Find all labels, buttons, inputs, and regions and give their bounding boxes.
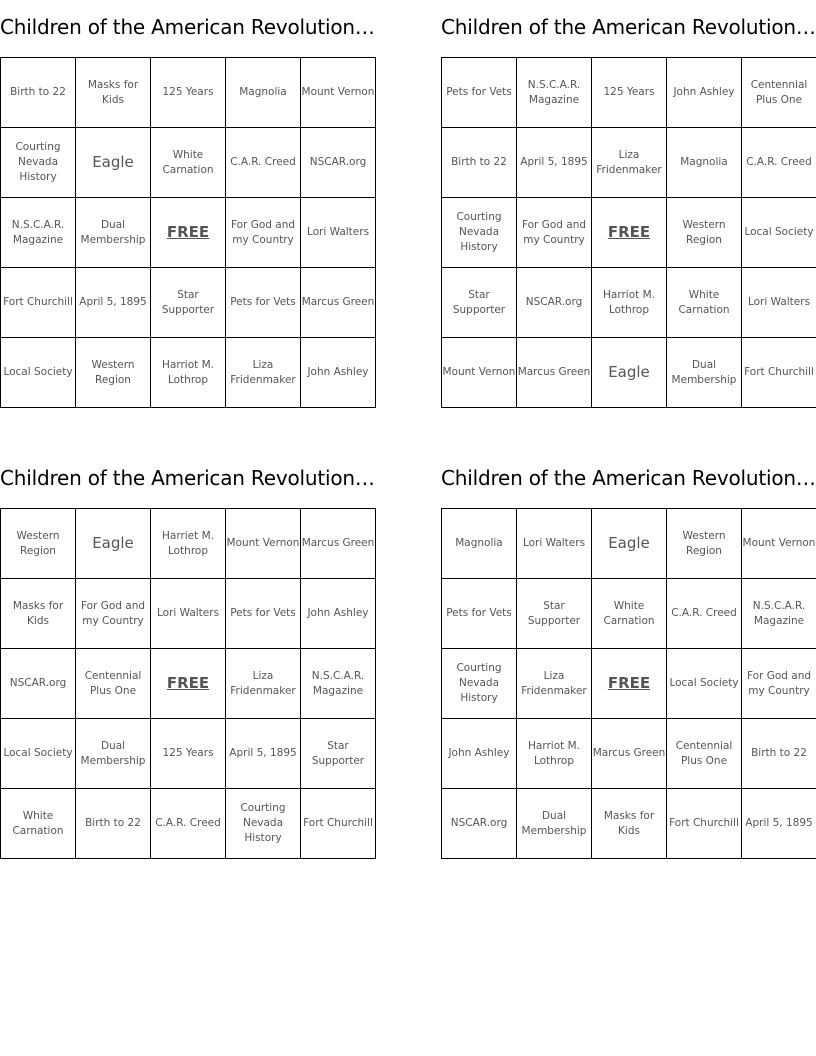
grid-row [442,649,816,719]
bingo-cell: Centennial Plus One [76,649,151,719]
bingo-cell: Birth to 22 [76,789,151,859]
bingo-cell: 125 Years [151,719,226,789]
grid-row [1,649,376,719]
bingo-cell: Mount Vernon [226,509,301,579]
bingo-cell: For God and my Country [226,198,301,268]
bingo-cell: Western Region [667,198,742,268]
bingo-cell: Local Society [1,338,76,408]
bingo-cell: Lori Walters [151,579,226,649]
bingo-cell: Marcus Green [301,509,376,579]
card-title: Children of the American Revolution… [441,466,816,490]
bingo-cell: Lori Walters [517,509,592,579]
bingo-grid [0,57,376,408]
bingo-cell: John Ashley [442,719,517,789]
bingo-cell: Star Supporter [151,268,226,338]
bingo-cell: April 5, 1895 [76,268,151,338]
bingo-cell: White Carnation [151,128,226,198]
bingo-cell: NSCAR.org [301,128,376,198]
bingo-cell: Local Society [742,198,816,268]
free-space: FREE [592,198,667,268]
bingo-cell: Fort Churchill [667,789,742,859]
bingo-cell: Birth to 22 [1,58,76,128]
grid-row [1,509,376,579]
bingo-cell: C.A.R. Creed [151,789,226,859]
bingo-cell: Liza Fridenmaker [226,649,301,719]
grid-row [442,509,816,579]
grid-row [1,268,376,338]
grid-row [1,579,376,649]
bingo-cell: For God and my Country [742,649,816,719]
bingo-cell: Star Supporter [301,719,376,789]
bingo-cell: Courting Nevada History [226,789,301,859]
grid-row [442,719,816,789]
bingo-card-2 [441,13,816,386]
bingo-cell: Star Supporter [442,268,517,338]
bingo-cell: Harriot M. Lothrop [151,338,226,408]
grid-row [1,789,376,859]
grid-row [1,719,376,789]
bingo-cell: Fort Churchill [301,789,376,859]
bingo-cell: White Carnation [667,268,742,338]
free-space: FREE [151,649,226,719]
bingo-cell: 125 Years [151,58,226,128]
bingo-cell: John Ashley [301,338,376,408]
bingo-cell: White Carnation [1,789,76,859]
bingo-cell: C.A.R. Creed [667,579,742,649]
bingo-cell: Masks for Kids [592,789,667,859]
grid-row [1,58,376,128]
bingo-grid [441,508,816,859]
grid-row [442,268,816,338]
card-title: Children of the American Revolution… [0,466,375,490]
bingo-cell: Magnolia [667,128,742,198]
bingo-cell: Dual Membership [667,338,742,408]
bingo-cell: Mount Vernon [442,338,517,408]
bingo-cell: Birth to 22 [742,719,816,789]
bingo-cell: Fort Churchill [742,338,816,408]
bingo-cell: Pets for Vets [442,58,517,128]
grid-row [1,198,376,268]
bingo-cell: N.S.C.A.R. Magazine [301,649,376,719]
bingo-cell: Lori Walters [301,198,376,268]
bingo-cell: Pets for Vets [442,579,517,649]
bingo-cell: Magnolia [442,509,517,579]
grid-row [1,128,376,198]
bingo-cell: John Ashley [667,58,742,128]
bingo-cell: April 5, 1895 [226,719,301,789]
bingo-cell: Liza Fridenmaker [517,649,592,719]
bingo-cell: Marcus Green [592,719,667,789]
bingo-cell: White Carnation [592,579,667,649]
bingo-cell: Dual Membership [76,719,151,789]
bingo-cell: Eagle [76,128,151,198]
bingo-cell: N.S.C.A.R. Magazine [742,579,816,649]
bingo-cell: Lori Walters [742,268,816,338]
bingo-cell: Marcus Green [517,338,592,408]
bingo-cell: April 5, 1895 [742,789,816,859]
bingo-cell: For God and my Country [76,579,151,649]
bingo-cell: Dual Membership [517,789,592,859]
bingo-cell: Courting Nevada History [442,649,517,719]
bingo-cell: 125 Years [592,58,667,128]
bingo-cell: Marcus Green [301,268,376,338]
bingo-cell: Liza Fridenmaker [226,338,301,408]
card-title: Children of the American Revolution… [0,15,375,39]
grid-row [1,338,376,408]
bingo-cell: Dual Membership [76,198,151,268]
bingo-cell: Eagle [76,509,151,579]
bingo-cell: N.S.C.A.R. Magazine [1,198,76,268]
card-title: Children of the American Revolution… [441,15,816,39]
bingo-cell: Local Society [1,719,76,789]
bingo-grid [441,57,816,408]
bingo-grid [0,508,376,859]
free-space: FREE [592,649,667,719]
grid-row [442,128,816,198]
free-space: FREE [151,198,226,268]
bingo-cell: NSCAR.org [442,789,517,859]
bingo-cell: Magnolia [226,58,301,128]
bingo-cell: Western Region [667,509,742,579]
bingo-cell: Local Society [667,649,742,719]
grid-row [442,58,816,128]
grid-row [442,789,816,859]
bingo-cell: For God and my Country [517,198,592,268]
bingo-cell: Star Supporter [517,579,592,649]
bingo-cell: Western Region [76,338,151,408]
bingo-cell: Courting Nevada History [442,198,517,268]
bingo-cell: Mount Vernon [742,509,816,579]
bingo-cell: Eagle [592,338,667,408]
bingo-cell: NSCAR.org [517,268,592,338]
bingo-cell: Masks for Kids [1,579,76,649]
bingo-cell: Harriot M. Lothrop [517,719,592,789]
bingo-card-4 [441,464,816,837]
bingo-cell: Harriet M. Lothrop [151,509,226,579]
bingo-cell: NSCAR.org [1,649,76,719]
bingo-cell: C.A.R. Creed [742,128,816,198]
bingo-cell: Pets for Vets [226,268,301,338]
bingo-cell: Centennial Plus One [742,58,816,128]
bingo-cell: Eagle [592,509,667,579]
bingo-cell: C.A.R. Creed [226,128,301,198]
bingo-cell: Pets for Vets [226,579,301,649]
bingo-cell: Birth to 22 [442,128,517,198]
bingo-card-3 [0,464,376,844]
bingo-cell: Western Region [1,509,76,579]
bingo-cell: Liza Fridenmaker [592,128,667,198]
bingo-cell: Centennial Plus One [667,719,742,789]
grid-row [442,579,816,649]
bingo-cell: Mount Vernon [301,58,376,128]
bingo-card-1 [0,13,376,386]
bingo-cell: John Ashley [301,579,376,649]
bingo-cell: N.S.C.A.R. Magazine [517,58,592,128]
bingo-cell: Masks for Kids [76,58,151,128]
grid-row [442,338,816,408]
bingo-cell: Harriot M. Lothrop [592,268,667,338]
bingo-cell: Fort Churchill [1,268,76,338]
bingo-cell: Courting Nevada History [1,128,76,198]
bingo-cell: April 5, 1895 [517,128,592,198]
grid-row [442,198,816,268]
